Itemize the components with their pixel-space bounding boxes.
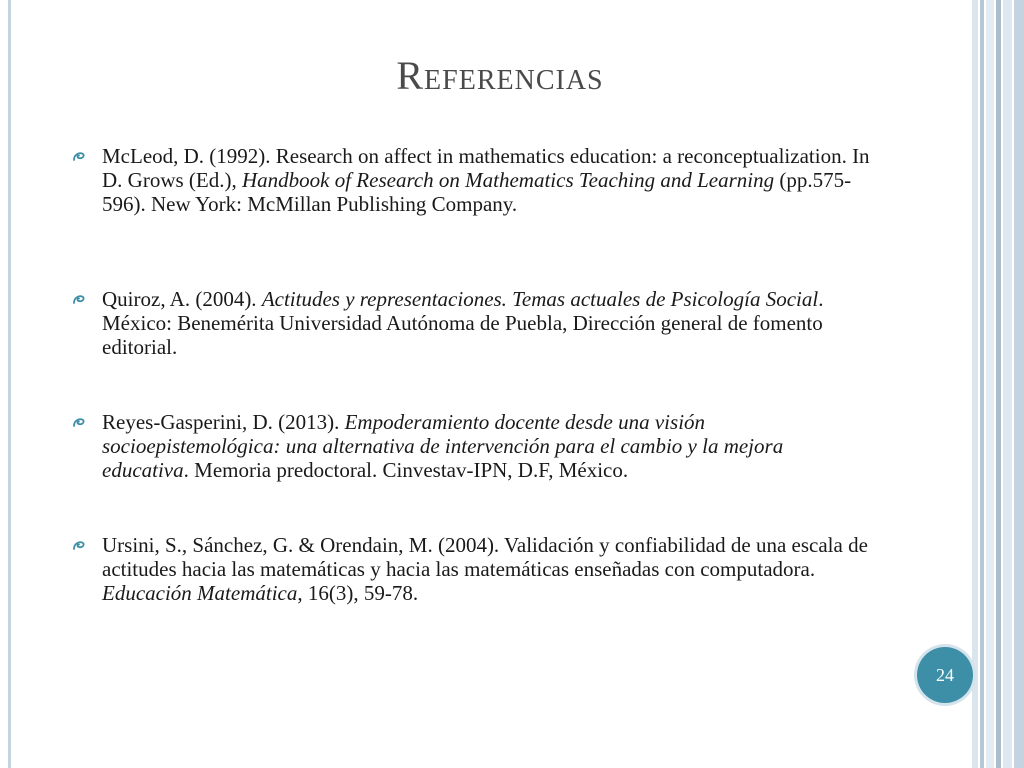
swirl-bullet-icon: [72, 294, 86, 306]
swirl-bullet-icon: [72, 417, 86, 429]
reference-text: Reyes-Gasperini, D. (2013). Empoderamiento docente desde una visión socioepistemológica: una alternativa de intervención para el cambio y la mejora educativa. Memoria predoctoral. Cinvestav-IPN, D.F, México.: [102, 410, 784, 482]
swirl-bullet-icon: [72, 151, 86, 163]
reference-item: [72, 287, 872, 359]
reference-text: Ursini, S., Sánchez, G. & Orendain, M. (2004). Validación y confiabilidad de una escala de actitudes hacia las matemáticas y hacia las matemáticas enseñadas con computadora. Educación Matemática, 16(3), 59-78.: [102, 533, 868, 605]
slide-title: Referencias: [396, 53, 604, 98]
right-decor-stripe: [986, 0, 994, 768]
page-number-badge: 24: [917, 647, 973, 703]
reference-item: [72, 144, 872, 216]
swirl-bullet-icon: [72, 540, 86, 552]
reference-text: McLeod, D. (1992). Research on affect in mathematics education: a reconceptualization. In D. Grows (Ed.), Handbook of Research on Mathematics Teaching and Learning (pp.575-596). New York: McMillan Publishing Company.: [102, 144, 870, 216]
reference-text: Quiroz, A. (2004). Actitudes y representaciones. Temas actuales de Psicología Social. México: Benemérita Universidad Autónoma de Puebla, Dirección general de fomento editorial.: [102, 287, 824, 359]
reference-item: [72, 533, 872, 605]
right-decor-stripe: [1014, 0, 1024, 768]
right-decor-stripe: [972, 0, 978, 768]
right-decor-stripe: [1003, 0, 1012, 768]
right-decor-stripe: [996, 0, 1001, 768]
reference-list: [72, 144, 872, 605]
reference-item: [72, 410, 872, 482]
left-border-rule: [8, 0, 11, 768]
right-decor-stripe: [980, 0, 984, 768]
